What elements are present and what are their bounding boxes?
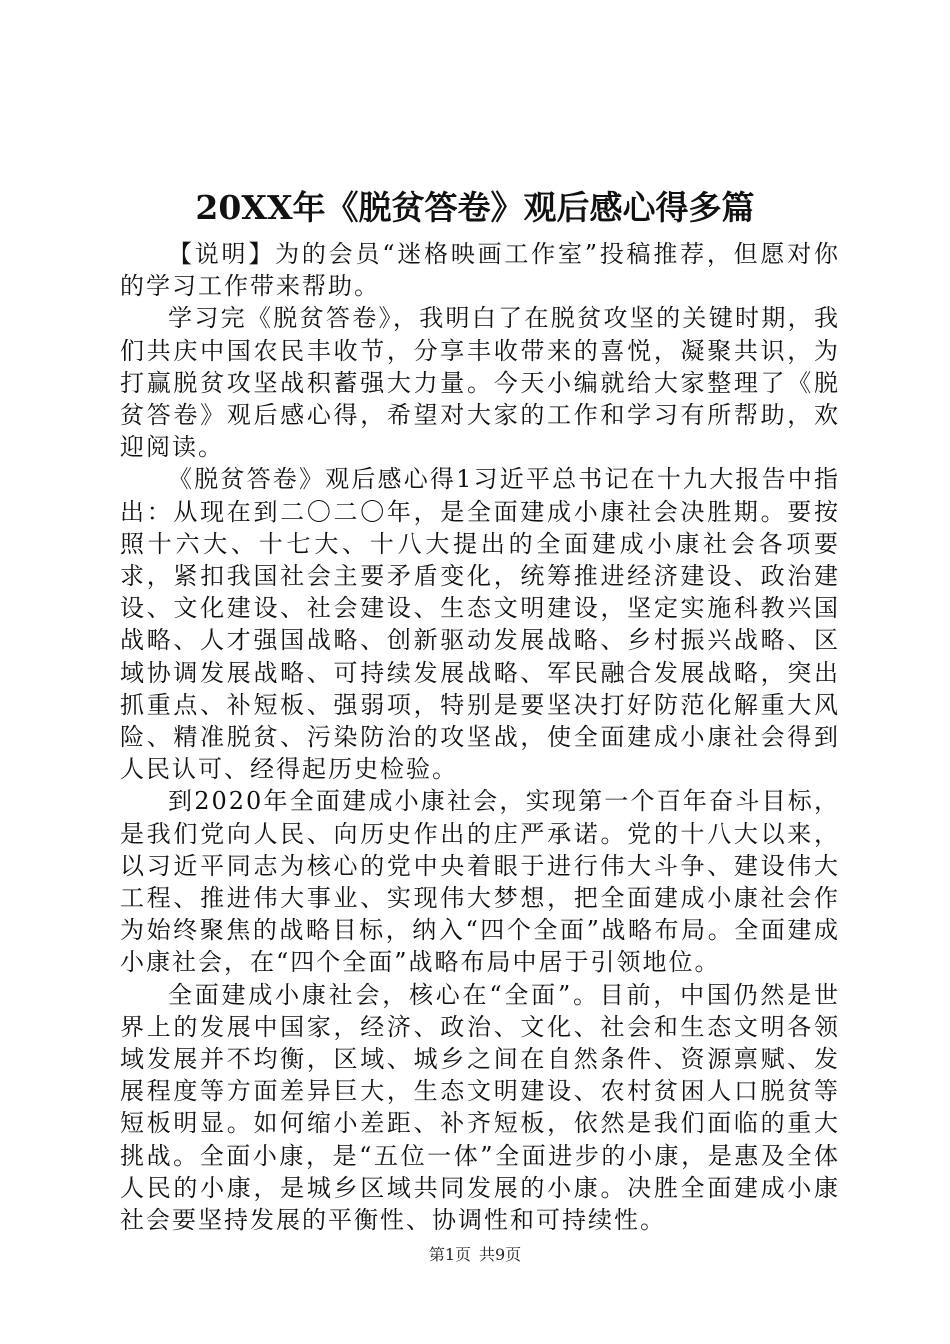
- page-number-current: 第1页: [428, 1245, 471, 1264]
- paragraph-promise: 到2020年全面建成小康社会，实现第一个百年奋斗目标，是我们党向人民、向历史作出的庄严承诺。党的十八大以来，以习近平同志为核心的党中央着眼于进行伟大斗争、建设伟大工程、推进伟大事业、实现伟大梦想，把全面建成小康社会作为始终聚焦的战略目标，纳入“四个全面”战略布局。全面建成小康社会，在“四个全面”战略布局中居于引领地位。: [120, 787, 840, 977]
- paragraph-core: 全面建成小康社会，核心在“全面”。目前，中国仍然是世界上的发展中国家，经济、政治、文化、社会和生态文明各领域发展并不均衡，区域、城乡之间在自然条件、资源禀赋、发展程度等方面差异巨大，生态文明建设、农村贫困人口脱贫等短板明显。如何缩小差距、补齐短板，依然是我们面临的重大挑战。全面小康，是“五位一体”全面进步的小康，是惠及全体人民的小康，是城乡区域共同发展的小康。决胜全面建成小康社会要坚持发展的平衡性、协调性和可持续性。: [120, 980, 840, 1235]
- document-body: [120, 238, 840, 1236]
- page-number-total: 共9页: [479, 1245, 522, 1264]
- paragraph-note: 【说明】为的会员“迷格映画工作室”投稿推荐，但愿对你的学习工作带来帮助。: [120, 240, 840, 301]
- document-title: 20XX年《脱贫答卷》观后感心得多篇: [195, 188, 755, 227]
- paragraph-intro: 学习完《脱贫答卷》，我明白了在脱贫攻坚的关键时期，我们共庆中国农民丰收节，分享丰收带来的喜悦，凝聚共识，为打赢脱贫攻坚战积蓄强大力量。今天小编就给大家整理了《脱贫答卷》观后感心得，希望对大家的工作和学习有所帮助，欢迎阅读。: [120, 304, 840, 462]
- paragraph-essay-1: 《脱贫答卷》观后感心得1习近平总书记在十九大报告中指出：从现在到二〇二〇年，是全面建成小康社会决胜期。要按照十六大、十七大、十八大提出的全面建成小康社会各项要求，紧扣我国社会主要矛盾变化，统筹推进经济建设、政治建设、文化建设、社会建设、生态文明建设，坚定实施科教兴国战略、人才强国战略、创新驱动发展战略、乡村振兴战略、区域协调发展战略、可持续发展战略、军民融合发展战略，突出抓重点、补短板、强弱项，特别是要坚决打好防范化解重大风险、精准脱贫、污染防治的攻坚战，使全面建成小康社会得到人民认可、经得起历史检验。: [120, 465, 840, 784]
- page-footer: [0, 1244, 950, 1266]
